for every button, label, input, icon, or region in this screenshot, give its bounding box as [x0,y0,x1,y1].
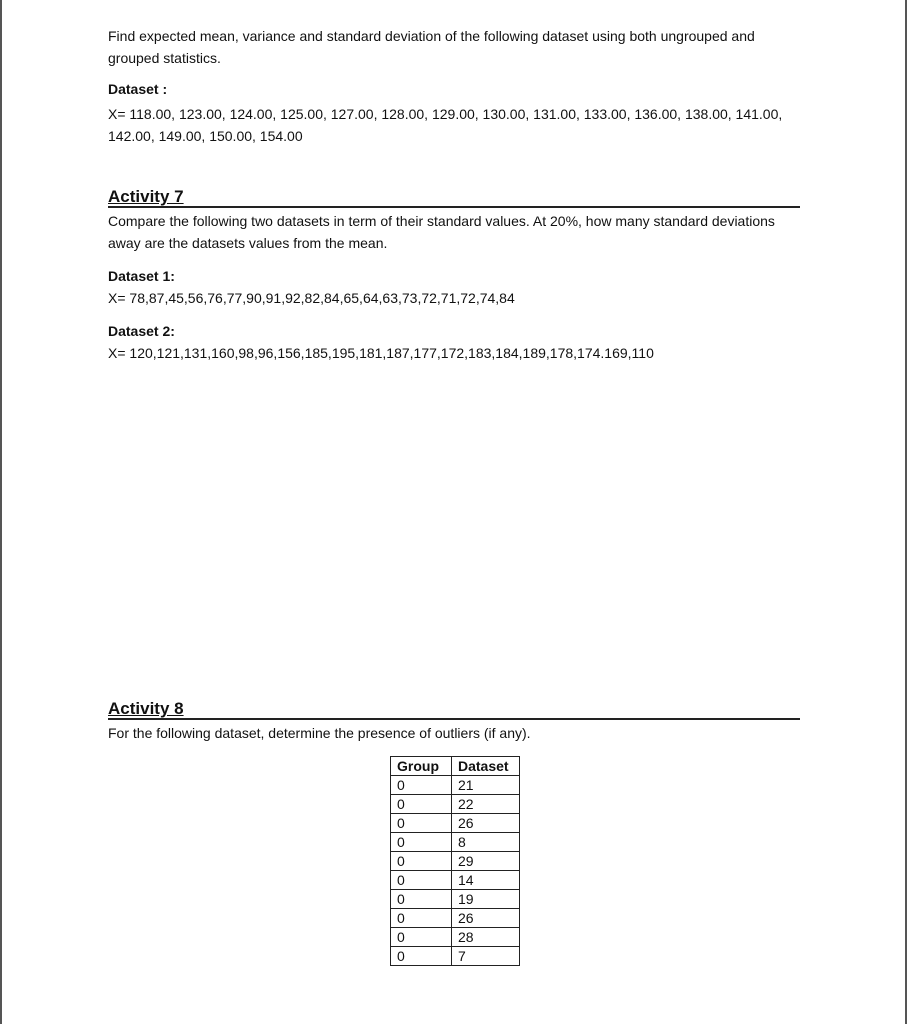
activity8-heading [108,696,800,720]
table-cell-group: 0 [391,814,452,833]
table-cell-group: 0 [391,947,452,966]
activity7-dataset1-label: Dataset 1: [108,268,175,284]
activity7-dataset1-values: X= 78,87,45,56,76,77,90,91,92,82,84,65,64,63,73,72,71,72,74,84 [108,290,515,306]
table-cell-dataset: 21 [452,776,520,795]
table-cell-group: 0 [391,833,452,852]
intro-dataset-label: Dataset : [108,81,168,97]
table-row [391,909,520,928]
activity7-question: Compare the following two datasets in term of their standard values. At 20%, how many standard deviations away are the datasets values from the mean. [108,213,775,251]
table-cell-dataset: 19 [452,890,520,909]
table-cell-group: 0 [391,928,452,947]
table-header-group: Group [391,757,452,776]
table-cell-group: 0 [391,871,452,890]
table-cell-dataset: 8 [452,833,520,852]
activity7-dataset2-label: Dataset 2: [108,323,175,339]
table-cell-group: 0 [391,795,452,814]
table-cell-dataset: 7 [452,947,520,966]
table-cell-dataset: 28 [452,928,520,947]
activity7-heading [108,184,800,208]
outlier-table [390,756,520,966]
activity8-title: Activity 8 [108,699,184,718]
table-cell-dataset: 22 [452,795,520,814]
table-cell-group: 0 [391,776,452,795]
table-row [391,776,520,795]
table-cell-dataset: 26 [452,909,520,928]
activity8-question: For the following dataset, determine the presence of outliers (if any). [108,725,531,741]
table-cell-dataset: 29 [452,852,520,871]
intro-dataset-values: X= 118.00, 123.00, 124.00, 125.00, 127.00, 128.00, 129.00, 130.00, 131.00, 133.00, 136.00, 138.00, 141.00, 142.00, 149.00, 150.00, 154.00 [108,106,783,144]
table-row [391,890,520,909]
table-cell-group: 0 [391,852,452,871]
table-row [391,852,520,871]
table-row [391,814,520,833]
table-row [391,833,520,852]
activity7-title: Activity 7 [108,187,184,206]
table-row [391,928,520,947]
table-cell-group: 0 [391,890,452,909]
table-header-row [391,757,520,776]
table-row [391,947,520,966]
activity7-dataset2-values: X= 120,121,131,160,98,96,156,185,195,181,187,177,172,183,184,189,178,174.169,110 [108,345,654,361]
table-row [391,795,520,814]
table-cell-dataset: 14 [452,871,520,890]
table-cell-group: 0 [391,909,452,928]
intro-question: Find expected mean, variance and standard deviation of the following dataset using both ungrouped and grouped statistics. [108,28,755,66]
table-row [391,871,520,890]
table-header-dataset: Dataset [452,757,520,776]
table-cell-dataset: 26 [452,814,520,833]
